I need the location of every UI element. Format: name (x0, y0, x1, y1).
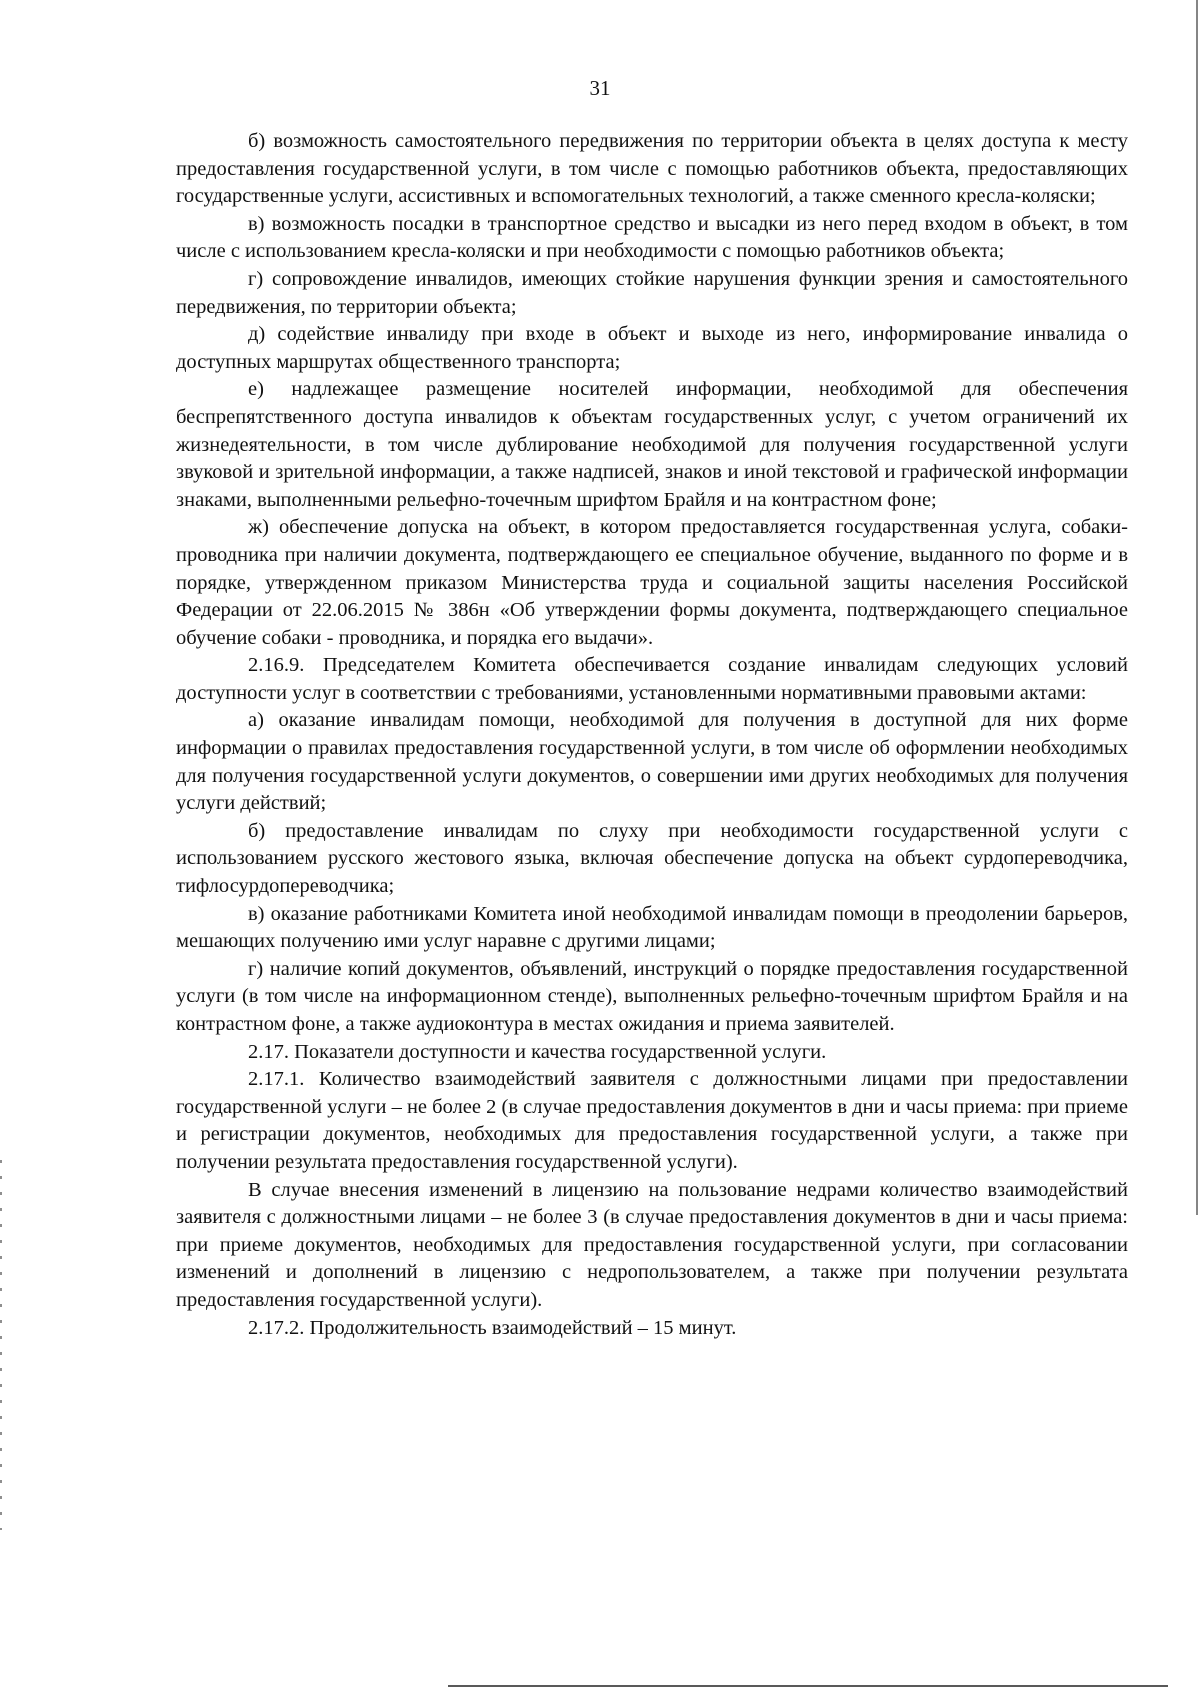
paragraph-b-sign-language: б) предоставление инвалидам по слуху при необходимости государственной услуги с использованием русского жестового языка, включая обеспечение допуска на объект сурдопереводчика, тифлосурдопереводчика; (176, 819, 1128, 898)
paragraph-b-movement: б) возможность самостоятельного передвижения по территории объекта в целях доступа к месту предоставления государственной услуги, в том числе с помощью работников объекта, предоставляющих государственные услуги, ассистивных и вспомогательных технологий, а также сменного кресла-коляски; (176, 130, 1128, 208)
paragraph-2-17: 2.17. Показатели доступности и качества государственной услуги. (248, 1040, 827, 1063)
paragraph-v-boarding: в) возможность посадки в транспортное средство и высадки из него перед входом в объект, в том числе с использованием кресла-коляски и при необходимости с помощью работников объекта; (176, 212, 1128, 263)
paragraph-2-17-2: 2.17.2. Продолжительность взаимодействий – 15 минут. (248, 1316, 737, 1339)
paragraph-a-help: а) оказание инвалидам помощи, необходимой для получения в доступной для них форме информации о правилах предоставления государственной услуги, в том числе об оформлении необходимых для получения государственной услуги документов, о совершении ими других необходимых для получения услуги действий; (176, 709, 1128, 815)
document-body (176, 128, 1128, 1342)
scan-edge-left (0, 1160, 2, 1530)
scan-edge-bottom (448, 1685, 1168, 1687)
paragraph-2-17-1: 2.17.1. Количество взаимодействий заявителя с должностными лицами при предоставлении государственной услуги – не более 2 (в случае предоставления документов в дни и часы приема: при приеме и регистрации документов, необходимых для предоставления государственной услуги, а также при получении результата предоставления государственной услуги). (176, 1068, 1128, 1173)
page-number: 31 (589, 76, 611, 100)
paragraph-2-16-9: 2.16.9. Председателем Комитета обеспечивается создание инвалидам следующих условий доступности услуг в соответствии с требованиями, установленными нормативными правовыми актами: (176, 654, 1128, 704)
paragraph-v-barriers: в) оказание работниками Комитета иной необходимой инвалидам помощи в преодолении барьеров, мешающих получению ими услуг наравне с другими лицами; (176, 902, 1128, 953)
paragraph-d-assistance: д) содействие инвалиду при входе в объект и выходе из него, информирование инвалида о доступных маршрутах общественного транспорта; (176, 323, 1128, 373)
paragraph-zh-guide-dog: ж) обеспечение допуска на объект, в котором предоставляется государственная услуга, собаки-проводника при наличии документа, подтверждающего ее специальное обучение, выданного по форме и в порядке, утвержденном приказом Министерства труда и социальной защиты населения Российской Федерации от 22.06.2015 № 386н «Об утверждении формы документа, подтверждающего специальное обучение собаки - проводника, и порядка его выдачи». (176, 516, 1128, 649)
paragraph-license-changes: В случае внесения изменений в лицензию на пользование недрами количество взаимодействий заявителя с должностными лицами – не более 3 (в случае предоставления документов в дни и часы приема: при приеме документов, необходимых для предоставления государственной услуги, при согласовании изменений и дополнений в лицензию с недропользователем, а также при получении результата предоставления государственной услуги). (176, 1178, 1128, 1311)
paragraph-g-braille-copies: г) наличие копий документов, объявлений, инструкций о порядке предоставления государственной услуги (в том числе на информационном стенде), выполненных рельефно-точечным шрифтом Брайля и на контрастном фоне, а также аудиоконтура в местах ожидания и приема заявителей. (176, 957, 1128, 1035)
scan-edge-right (1196, 0, 1198, 1215)
paragraph-g-escort: г) сопровождение инвалидов, имеющих стойкие нарушения функции зрения и самостоятельного передвижения, по территории объекта; (176, 267, 1128, 318)
paragraph-e-information-media: е) надлежащее размещение носителей информации, необходимой для обеспечения беспрепятственного доступа инвалидов к объектам государственных услуг, с учетом ограничений их жизнедеятельности, в том числе дублирование необходимой для получения государственной услуги звуковой и зрительной информации, а также надписей, знаков и иной текстовой и графической информации знаками, выполненными рельефно-точечным шрифтом Брайля и на контрастном фоне; (176, 378, 1128, 511)
